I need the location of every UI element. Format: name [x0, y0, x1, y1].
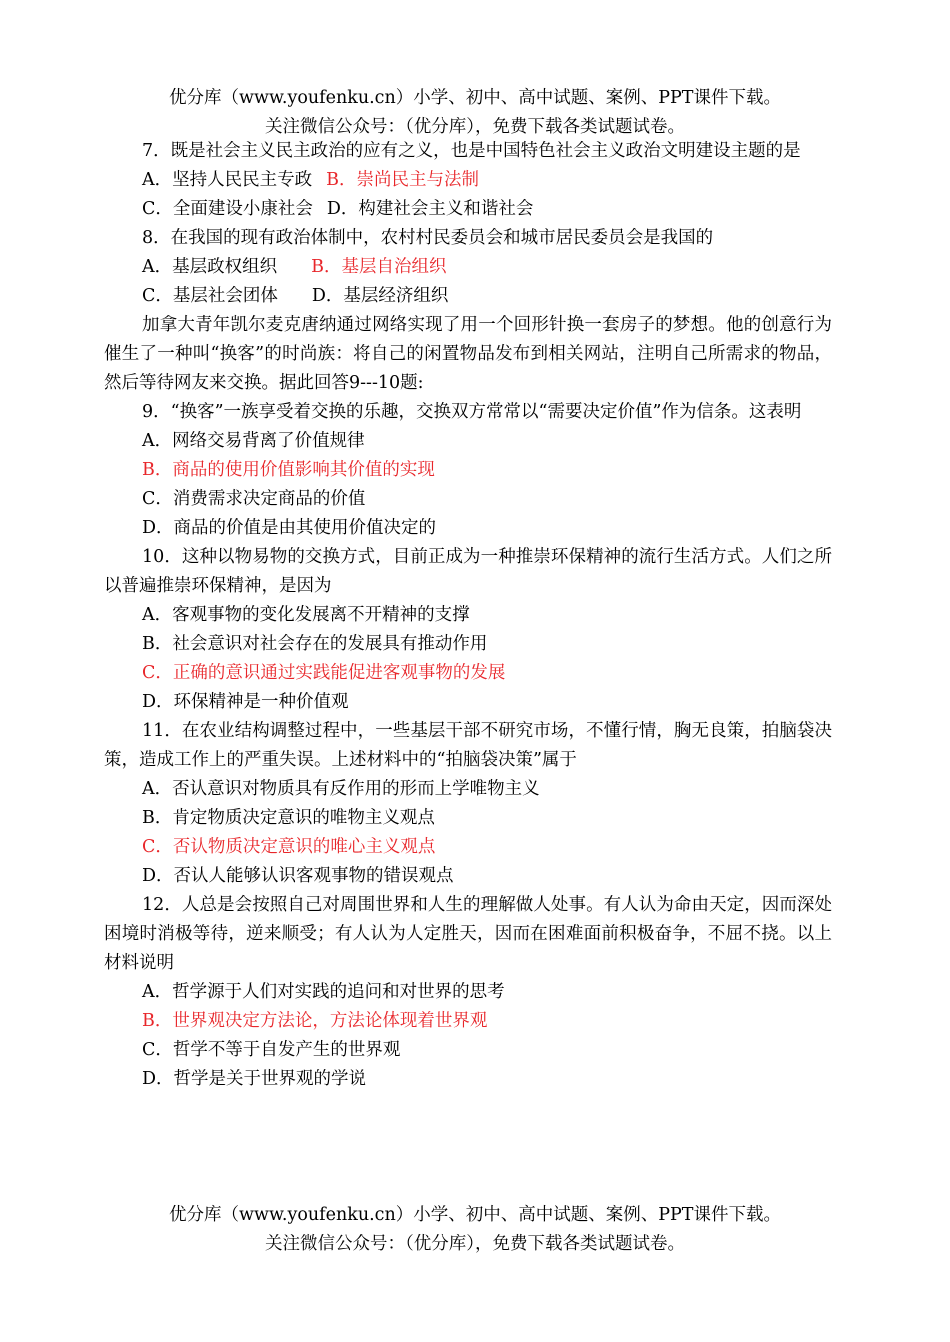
q10-option-c-answer: C．正确的意识通过实践能促进客观事物的发展: [142, 663, 506, 683]
q8-option-d: D．基层经济组织: [311, 286, 449, 306]
q7-option-c: C．全面建设小康社会: [142, 199, 313, 219]
header-line-1: 优分库（www.youfenku.cn）小学、初中、高中试题、案例、PPT课件下载。: [169, 88, 781, 108]
q10-option-a: A．客观事物的变化发展离不开精神的支撑: [142, 605, 470, 625]
q8-stem: 8．在我国的现有政治体制中，农村村民委员会和城市居民委员会是我国的: [142, 228, 714, 248]
q9-option-c: C．消费需求决定商品的价值: [142, 489, 366, 509]
header-line-2: 关注微信公众号：（优分库），免费下载各类试题试卷。: [265, 117, 685, 137]
q10-option-b: B．社会意识对社会存在的发展具有推动作用: [142, 634, 488, 654]
reading-passage: 加拿大青年凯尔麦克唐纳通过网络实现了用一个回形针换一套房子的梦想。他的创意行为催生了一种叫“换客”的时尚族：将自己的闲置物品发布到相关网站，注明自己所需求的物品，然后等待网友来交换。据此回答9---10题:: [104, 315, 832, 393]
footer-line-1: 优分库（www.youfenku.cn）小学、初中、高中试题、案例、PPT课件下载。: [169, 1205, 781, 1225]
q7-options-ab: [104, 166, 832, 195]
q11-option-b: B．肯定物质决定意识的唯物主义观点: [142, 808, 435, 828]
q7-option-a: A．坚持人民民主专政: [142, 170, 313, 190]
q8-options-cd: [104, 282, 832, 311]
footer-line-2: 关注微信公众号：（优分库），免费下载各类试题试卷。: [265, 1234, 685, 1254]
question-content: [104, 137, 832, 1094]
q9-stem: 9．“换客”一族享受着交换的乐趣，交换双方常常以“需要决定价值”作为信条。这表明: [142, 402, 802, 422]
q10-stem: 10．这种以物易物的交换方式，目前正成为一种推崇环保精神的流行生活方式。人们之所以普遍推崇环保精神，是因为: [104, 547, 832, 596]
q8-option-a: A．基层政权组织: [142, 257, 278, 277]
q9-option-a: A．网络交易背离了价值规律: [142, 431, 365, 451]
q12-option-a: A．哲学源于人们对实践的追问和对世界的思考: [142, 982, 505, 1002]
q7-option-d: D．构建社会主义和谐社会: [326, 199, 534, 219]
q7-options-cd: [104, 195, 832, 224]
q12-option-d: D．哲学是关于世界观的学说: [142, 1069, 367, 1089]
q12-option-b-answer: B．世界观决定方法论，方法论体现着世界观: [142, 1011, 488, 1031]
q9-option-d: D．商品的价值是由其使用价值决定的: [142, 518, 437, 538]
q9-option-b-answer: B．商品的使用价值影响其价值的实现: [142, 460, 435, 480]
q12-stem: 12．人总是会按照自己对周围世界和人生的理解做人处事。有人认为命由天定，因而深处困境时消极等待，逆来顺受；有人认为人定胜天，因而在困难面前积极奋争，不屈不挠。以上材料说明: [104, 895, 832, 973]
q11-stem: 11．在农业结构调整过程中，一些基层干部不研究市场，不懂行情，胸无良策，拍脑袋决策，造成工作上的严重失误。上述材料中的“拍脑袋决策”属于: [104, 721, 832, 770]
q7-stem: 7．既是社会主义民主政治的应有之义，也是中国特色社会主义政治文明建设主题的是: [142, 141, 801, 161]
q8-option-b-answer: B．基层自治组织: [311, 257, 447, 277]
q8-options-ab: [104, 253, 832, 282]
q7-option-b-answer: B．崇尚民主与法制: [326, 170, 480, 190]
q11-option-d: D．否认人能够认识客观事物的错误观点: [142, 866, 454, 886]
q10-option-d: D．环保精神是一种价值观: [142, 692, 349, 712]
q12-option-c: C．哲学不等于自发产生的世界观: [142, 1040, 401, 1060]
q8-option-c: C．基层社会团体: [142, 286, 278, 306]
q11-option-c-answer: C．否认物质决定意识的唯心主义观点: [142, 837, 436, 857]
q11-option-a: A．否认意识对物质具有反作用的形而上学唯物主义: [142, 779, 540, 799]
